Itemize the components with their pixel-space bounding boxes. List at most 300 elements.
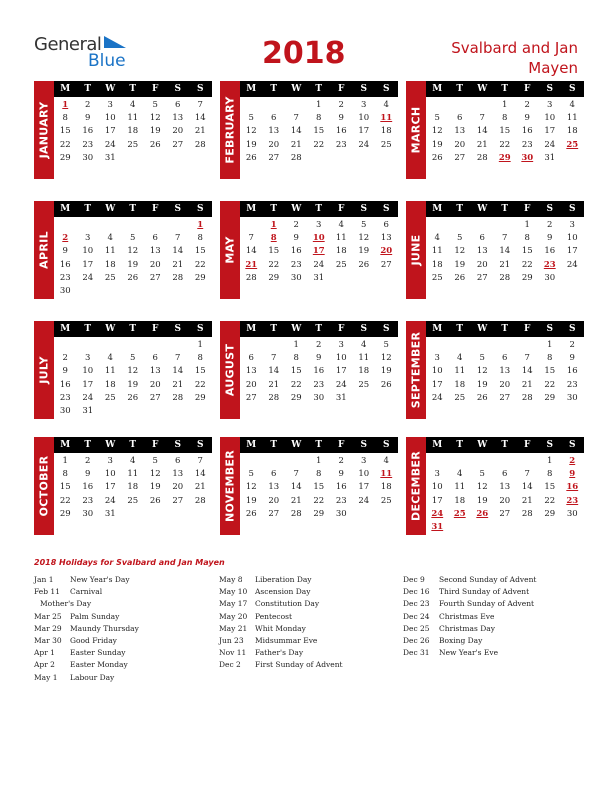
holiday-day-cell: 8: [270, 233, 277, 244]
month-name: JANUARY: [37, 101, 51, 159]
weekday-label: W: [105, 324, 116, 334]
day-cell: 13: [499, 482, 511, 493]
day-cell: 14: [499, 246, 511, 257]
day-cell: 25: [380, 495, 392, 506]
day-cell: 12: [431, 126, 443, 137]
month-name: FEBRUARY: [223, 96, 237, 164]
day-cell: 24: [313, 259, 325, 270]
day-cell: 3: [107, 456, 113, 466]
month-july: [34, 321, 212, 421]
day-cell: 23: [59, 272, 71, 283]
holiday-day-cell: 16: [566, 482, 579, 493]
day-cell: 26: [245, 152, 257, 163]
holiday-name: New Year's Eve: [439, 648, 499, 658]
holiday-date: Mar 30: [34, 635, 62, 645]
day-cell: 14: [172, 246, 184, 257]
weekday-label: S: [174, 204, 181, 214]
weekday-header: [426, 321, 584, 337]
day-cell: 27: [268, 152, 280, 163]
day-cell: 11: [104, 366, 116, 377]
weekday-label: T: [315, 84, 323, 94]
weekday-header: [54, 81, 212, 97]
day-cell: 24: [358, 139, 370, 150]
day-cell: 15: [290, 366, 302, 377]
day-cell: 14: [521, 482, 533, 493]
weekday-label: T: [456, 324, 464, 334]
day-cell: 12: [454, 246, 466, 257]
weekday-label: W: [105, 84, 116, 94]
day-cell: 29: [194, 272, 206, 283]
day-cell: 17: [104, 126, 116, 137]
day-cell: 3: [316, 220, 322, 230]
day-cell: 5: [130, 353, 136, 364]
day-cell: 14: [194, 469, 206, 480]
day-cell: 11: [104, 246, 116, 257]
holiday-row: [219, 647, 399, 659]
day-cell: 6: [271, 113, 277, 124]
day-cell: 13: [476, 246, 488, 257]
day-cell: 15: [194, 366, 206, 377]
day-cell: 8: [502, 113, 508, 124]
month-label: [220, 201, 240, 299]
day-cell: 22: [194, 379, 206, 390]
day-cell: 4: [107, 353, 113, 364]
day-cell: 29: [544, 508, 556, 519]
month-august: [220, 321, 398, 421]
weekday-label: T: [129, 324, 137, 334]
day-cell: 26: [358, 259, 370, 270]
day-cell: 24: [544, 139, 556, 150]
weekday-label: M: [60, 84, 71, 94]
month-name: MARCH: [409, 106, 423, 154]
weekday-label: T: [129, 204, 137, 214]
day-cell: 27: [499, 508, 511, 519]
day-cell: 30: [59, 406, 71, 416]
holiday-name: Easter Monday: [70, 660, 128, 670]
day-cell: 22: [313, 139, 325, 150]
day-cell: 13: [268, 126, 280, 137]
day-cell: 10: [82, 366, 94, 377]
holiday-row: [403, 611, 578, 623]
day-cell: 30: [290, 272, 302, 283]
holiday-day-cell: 11: [380, 469, 393, 480]
day-cell: 10: [82, 246, 94, 257]
day-cell: 24: [335, 379, 347, 390]
day-cell: 2: [85, 456, 91, 466]
month-november: [220, 437, 398, 537]
day-cell: 7: [293, 113, 299, 124]
holiday-row: [34, 659, 214, 671]
day-cell: 26: [380, 379, 392, 390]
weekday-label: F: [338, 440, 345, 450]
day-cell: 7: [479, 113, 485, 124]
holiday-name: Christmas Day: [439, 623, 495, 633]
month-name: JULY: [37, 356, 51, 384]
day-cell: 27: [499, 392, 511, 403]
day-cell: 5: [130, 233, 136, 244]
day-cell: 28: [521, 508, 533, 519]
day-cell: 1: [316, 100, 322, 110]
weekday-label: M: [246, 324, 257, 334]
day-cell: 3: [361, 456, 367, 466]
day-cell: 17: [358, 126, 370, 137]
day-cell: 23: [59, 392, 71, 403]
day-cell: 25: [104, 392, 116, 403]
day-cell: 13: [380, 233, 392, 244]
holiday-row: [403, 574, 578, 586]
holiday-name: Palm Sunday: [70, 611, 120, 621]
day-cell: 9: [524, 113, 530, 124]
day-cell: 5: [479, 353, 485, 364]
month-label: [406, 201, 426, 299]
holiday-row: [34, 672, 214, 684]
month-label: [220, 81, 240, 179]
weekday-label: S: [546, 440, 553, 450]
day-cell: 17: [566, 246, 578, 257]
holiday-row: [219, 574, 399, 586]
day-cell: 21: [476, 139, 488, 150]
day-cell: 13: [172, 469, 184, 480]
day-cell: 15: [313, 126, 325, 137]
day-cell: 8: [293, 353, 299, 364]
weekday-header: [240, 437, 398, 453]
day-cell: 12: [358, 233, 370, 244]
day-cell: 15: [313, 482, 325, 493]
day-cell: 9: [85, 469, 91, 480]
month-name: AUGUST: [223, 343, 237, 397]
month-june: [406, 201, 584, 301]
day-cell: 4: [457, 353, 463, 364]
weekday-label: T: [270, 204, 278, 214]
day-cell: 13: [172, 113, 184, 124]
day-cell: 11: [566, 113, 578, 124]
day-cell: 28: [172, 272, 184, 283]
holiday-date: Mar 29: [34, 623, 62, 633]
holiday-row: [403, 586, 578, 598]
day-cell: 5: [434, 113, 440, 124]
day-cell: 9: [569, 353, 575, 364]
month-name: SEPTEMBER: [409, 331, 423, 409]
day-cell: 17: [358, 482, 370, 493]
day-cell: 4: [130, 100, 136, 110]
day-cell: 4: [130, 456, 136, 466]
day-cell: 5: [361, 220, 367, 230]
day-cell: 2: [316, 340, 322, 350]
day-cell: 2: [338, 100, 344, 110]
holiday-row: [403, 598, 578, 610]
day-cell: 28: [476, 152, 488, 163]
weekday-label: S: [197, 324, 204, 334]
holiday-date: May 17: [219, 599, 248, 609]
day-cell: 17: [335, 366, 347, 377]
month-february: [220, 81, 398, 181]
holiday-row: [34, 574, 214, 586]
holiday-name: Constitution Day: [255, 599, 320, 609]
weekday-label: T: [315, 324, 323, 334]
day-cell: 20: [268, 495, 280, 506]
day-cell: 12: [245, 482, 257, 493]
day-cell: 2: [338, 456, 344, 466]
month-label: [34, 201, 54, 299]
day-cell: 15: [499, 126, 511, 137]
day-cell: 12: [149, 469, 161, 480]
day-cell: 3: [85, 233, 91, 244]
day-cell: 22: [194, 259, 206, 270]
day-cell: 18: [454, 495, 466, 506]
day-cell: 25: [431, 272, 443, 283]
day-cell: 20: [268, 139, 280, 150]
day-cell: 29: [59, 152, 71, 163]
weekday-header: [426, 437, 584, 453]
day-cell: 16: [82, 482, 94, 493]
day-cell: 10: [335, 353, 347, 364]
day-cell: 19: [127, 259, 139, 270]
weekday-label: T: [456, 204, 464, 214]
weekday-label: T: [501, 204, 509, 214]
weekday-label: T: [84, 204, 92, 214]
day-cell: 20: [454, 139, 466, 150]
holiday-name: Whit Monday: [255, 623, 306, 633]
weekday-label: W: [291, 324, 302, 334]
weekday-label: W: [477, 440, 488, 450]
day-cell: 6: [248, 353, 254, 364]
holiday-name: Father's Day: [255, 648, 304, 658]
day-cell: 28: [245, 272, 257, 283]
day-cell: 9: [547, 233, 553, 244]
day-cell: 15: [521, 246, 533, 257]
holiday-date: Dec 2: [219, 660, 241, 670]
holiday-date: Apr 2: [34, 660, 55, 670]
weekday-header: [240, 321, 398, 337]
holiday-date: May 8: [219, 575, 243, 584]
day-cell: 19: [127, 379, 139, 390]
day-cell: 8: [524, 233, 530, 244]
holiday-name: Second Sunday of Advent: [439, 575, 537, 584]
day-cell: 24: [82, 392, 94, 403]
weekday-label: W: [105, 440, 116, 450]
holiday-day-cell: 1: [197, 220, 204, 230]
holiday-date: May 21: [219, 623, 248, 633]
day-cell: 8: [547, 469, 553, 480]
weekday-label: F: [152, 440, 159, 450]
weekday-label: W: [477, 324, 488, 334]
day-cell: 30: [59, 286, 71, 296]
holiday-name: Good Friday: [70, 635, 117, 645]
month-march: [406, 81, 584, 181]
day-cell: 6: [175, 100, 181, 110]
holiday-name: Pentecost: [255, 611, 293, 621]
day-cell: 13: [499, 366, 511, 377]
holiday-day-cell: 17: [312, 246, 325, 257]
weekday-label: S: [546, 84, 553, 94]
day-cell: 21: [172, 379, 184, 390]
day-cell: 4: [338, 220, 344, 230]
day-cell: 23: [313, 379, 325, 390]
weekday-label: S: [546, 204, 553, 214]
day-cell: 7: [197, 456, 203, 466]
day-cell: 15: [194, 246, 206, 257]
day-cell: 27: [245, 392, 257, 403]
holiday-day-cell: 31: [431, 522, 444, 532]
day-cell: 3: [434, 353, 440, 364]
holiday-name: Boxing Day: [439, 635, 483, 645]
month-label: [406, 81, 426, 179]
holiday-row: [219, 586, 399, 598]
weekday-label: T: [84, 84, 92, 94]
day-cell: 19: [245, 139, 257, 150]
day-cell: 4: [457, 469, 463, 480]
day-cell: 18: [127, 482, 139, 493]
day-cell: 12: [245, 126, 257, 137]
day-cell: 4: [383, 100, 389, 110]
day-cell: 24: [358, 495, 370, 506]
day-cell: 6: [457, 113, 463, 124]
weekday-label: T: [501, 84, 509, 94]
day-cell: 21: [499, 259, 511, 270]
month-name: OCTOBER: [37, 455, 51, 517]
day-cell: 1: [502, 100, 508, 110]
weekday-label: S: [360, 324, 367, 334]
holiday-day-cell: 2: [569, 456, 576, 466]
weekday-label: S: [174, 84, 181, 94]
day-cell: 19: [476, 379, 488, 390]
day-cell: 10: [104, 113, 116, 124]
day-cell: 13: [149, 366, 161, 377]
holiday-date: Dec 31: [403, 648, 430, 658]
day-cell: 9: [338, 469, 344, 480]
day-cell: 17: [544, 126, 556, 137]
day-cell: 9: [293, 233, 299, 244]
day-cell: 23: [335, 495, 347, 506]
day-cell: 22: [290, 379, 302, 390]
day-cell: 12: [127, 246, 139, 257]
holiday-date: Dec 25: [403, 623, 430, 633]
day-cell: 17: [82, 259, 94, 270]
holiday-date: Jun 23: [219, 635, 244, 645]
day-cell: 10: [544, 113, 556, 124]
day-cell: 18: [380, 482, 392, 493]
weekday-header: [54, 321, 212, 337]
day-cell: 19: [476, 495, 488, 506]
holiday-day-cell: 23: [543, 259, 556, 270]
day-cell: 26: [127, 392, 139, 403]
day-cell: 15: [544, 482, 556, 493]
weekday-label: M: [246, 84, 257, 94]
holiday-day-cell: 11: [380, 113, 393, 124]
day-cell: 22: [521, 259, 533, 270]
weekday-label: F: [524, 84, 531, 94]
holiday-row: [219, 598, 399, 610]
day-cell: 28: [290, 508, 302, 519]
day-cell: 25: [454, 392, 466, 403]
day-cell: 12: [127, 366, 139, 377]
day-cell: 2: [62, 353, 68, 364]
day-cell: 19: [431, 139, 443, 150]
day-cell: 31: [82, 406, 94, 416]
holiday-row: [219, 635, 399, 647]
holiday-day-cell: 9: [569, 469, 576, 480]
day-cell: 5: [248, 469, 254, 480]
day-cell: 13: [149, 246, 161, 257]
holiday-row: [403, 623, 578, 635]
weekday-header: [426, 201, 584, 217]
day-cell: 25: [104, 272, 116, 283]
day-cell: 14: [476, 126, 488, 137]
day-cell: 22: [59, 495, 71, 506]
holiday-name: Mother's Day: [40, 599, 92, 609]
day-cell: 23: [82, 495, 94, 506]
day-cell: 1: [547, 456, 553, 466]
day-cell: 24: [431, 392, 443, 403]
weekday-label: T: [270, 440, 278, 450]
weekday-label: M: [432, 324, 443, 334]
day-cell: 7: [271, 353, 277, 364]
day-cell: 8: [316, 469, 322, 480]
weekday-label: M: [60, 204, 71, 214]
day-cell: 10: [566, 233, 578, 244]
day-cell: 21: [194, 482, 206, 493]
weekday-label: M: [246, 440, 257, 450]
weekday-label: S: [360, 204, 367, 214]
month-january: [34, 81, 212, 181]
day-cell: 28: [290, 152, 302, 163]
day-cell: 27: [454, 152, 466, 163]
day-cell: 31: [335, 392, 347, 403]
weekday-label: S: [546, 324, 553, 334]
weekday-label: S: [569, 324, 576, 334]
weekday-label: W: [477, 84, 488, 94]
day-cell: 18: [566, 126, 578, 137]
day-cell: 22: [268, 259, 280, 270]
day-cell: 19: [149, 126, 161, 137]
day-cell: 23: [335, 139, 347, 150]
day-cell: 22: [59, 139, 71, 150]
weekday-label: M: [60, 440, 71, 450]
day-cell: 17: [82, 379, 94, 390]
day-cell: 28: [499, 272, 511, 283]
month-october: [34, 437, 212, 537]
holiday-row: [34, 647, 214, 659]
day-cell: 16: [313, 366, 325, 377]
day-cell: 22: [544, 379, 556, 390]
day-cell: 19: [358, 246, 370, 257]
day-cell: 24: [82, 272, 94, 283]
day-cell: 15: [59, 482, 71, 493]
day-cell: 18: [454, 379, 466, 390]
weekday-label: M: [432, 440, 443, 450]
day-cell: 24: [104, 139, 116, 150]
day-cell: 30: [82, 508, 94, 519]
day-cell: 5: [479, 469, 485, 480]
holiday-name: Labour Day: [70, 672, 115, 682]
day-cell: 20: [149, 259, 161, 270]
day-cell: 16: [566, 366, 578, 377]
day-cell: 21: [521, 379, 533, 390]
day-cell: 7: [524, 469, 530, 480]
day-cell: 3: [338, 340, 344, 350]
day-cell: 6: [502, 353, 508, 364]
holiday-day-cell: 24: [431, 508, 444, 519]
weekday-label: F: [152, 324, 159, 334]
holiday-day-cell: 29: [498, 152, 511, 163]
weekday-label: T: [456, 84, 464, 94]
day-cell: 16: [335, 126, 347, 137]
day-cell: 27: [149, 272, 161, 283]
weekday-label: S: [360, 440, 367, 450]
day-cell: 14: [194, 113, 206, 124]
day-cell: 14: [268, 366, 280, 377]
day-cell: 28: [521, 392, 533, 403]
